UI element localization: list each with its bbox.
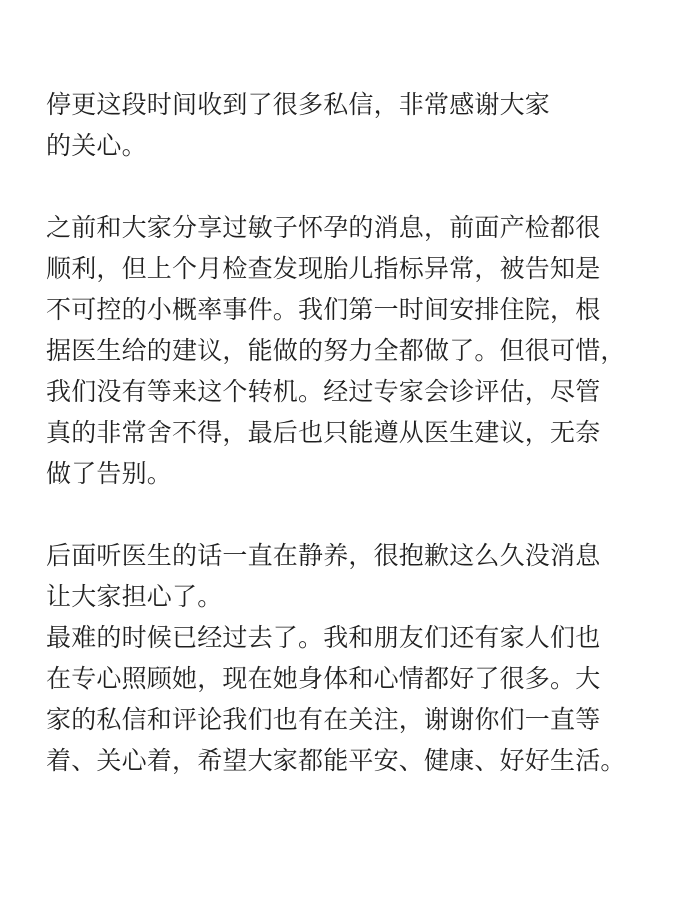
paragraph-thanks (46, 84, 686, 166)
paragraph-closing (46, 617, 686, 781)
text-line: 让大家担心了。 (46, 582, 223, 611)
text-line: 在专心照顾她，现在她身体和心情都好了很多。大 (46, 664, 601, 693)
text-line: 着、关心着，希望大家都能平安、健康、好好生活。 (46, 746, 626, 775)
text-line: 顺利，但上个月检查发现胎儿指标异常，被告知是 (46, 254, 601, 283)
text-line: 之前和大家分享过敏子怀孕的消息，前面产检都很 (46, 213, 601, 242)
text-line: 后面听医生的话一直在静养，很抱歉这么久没消息 (46, 541, 601, 570)
text-line: 最难的时候已经过去了。我和朋友们还有家人们也 (46, 623, 601, 652)
text-line: 据医生给的建议，能做的努力全都做了。但很可惜， (46, 336, 626, 365)
document-body (46, 84, 686, 781)
paragraph-recovery (46, 535, 686, 617)
text-line: 停更这段时间收到了很多私信，非常感谢大家 (46, 90, 551, 119)
paragraph-news (46, 207, 686, 494)
text-line: 我们没有等来这个转机。经过专家会诊评估，尽管 (46, 377, 601, 406)
text-line: 不可控的小概率事件。我们第一时间安排住院，根 (46, 295, 601, 324)
text-line: 家的私信和评论我们也有在关注，谢谢你们一直等 (46, 705, 601, 734)
text-line: 的关心。 (46, 131, 147, 160)
text-line: 真的非常舍不得，最后也只能遵从医生建议，无奈 (46, 418, 601, 447)
text-line: 做了告别。 (46, 459, 173, 488)
